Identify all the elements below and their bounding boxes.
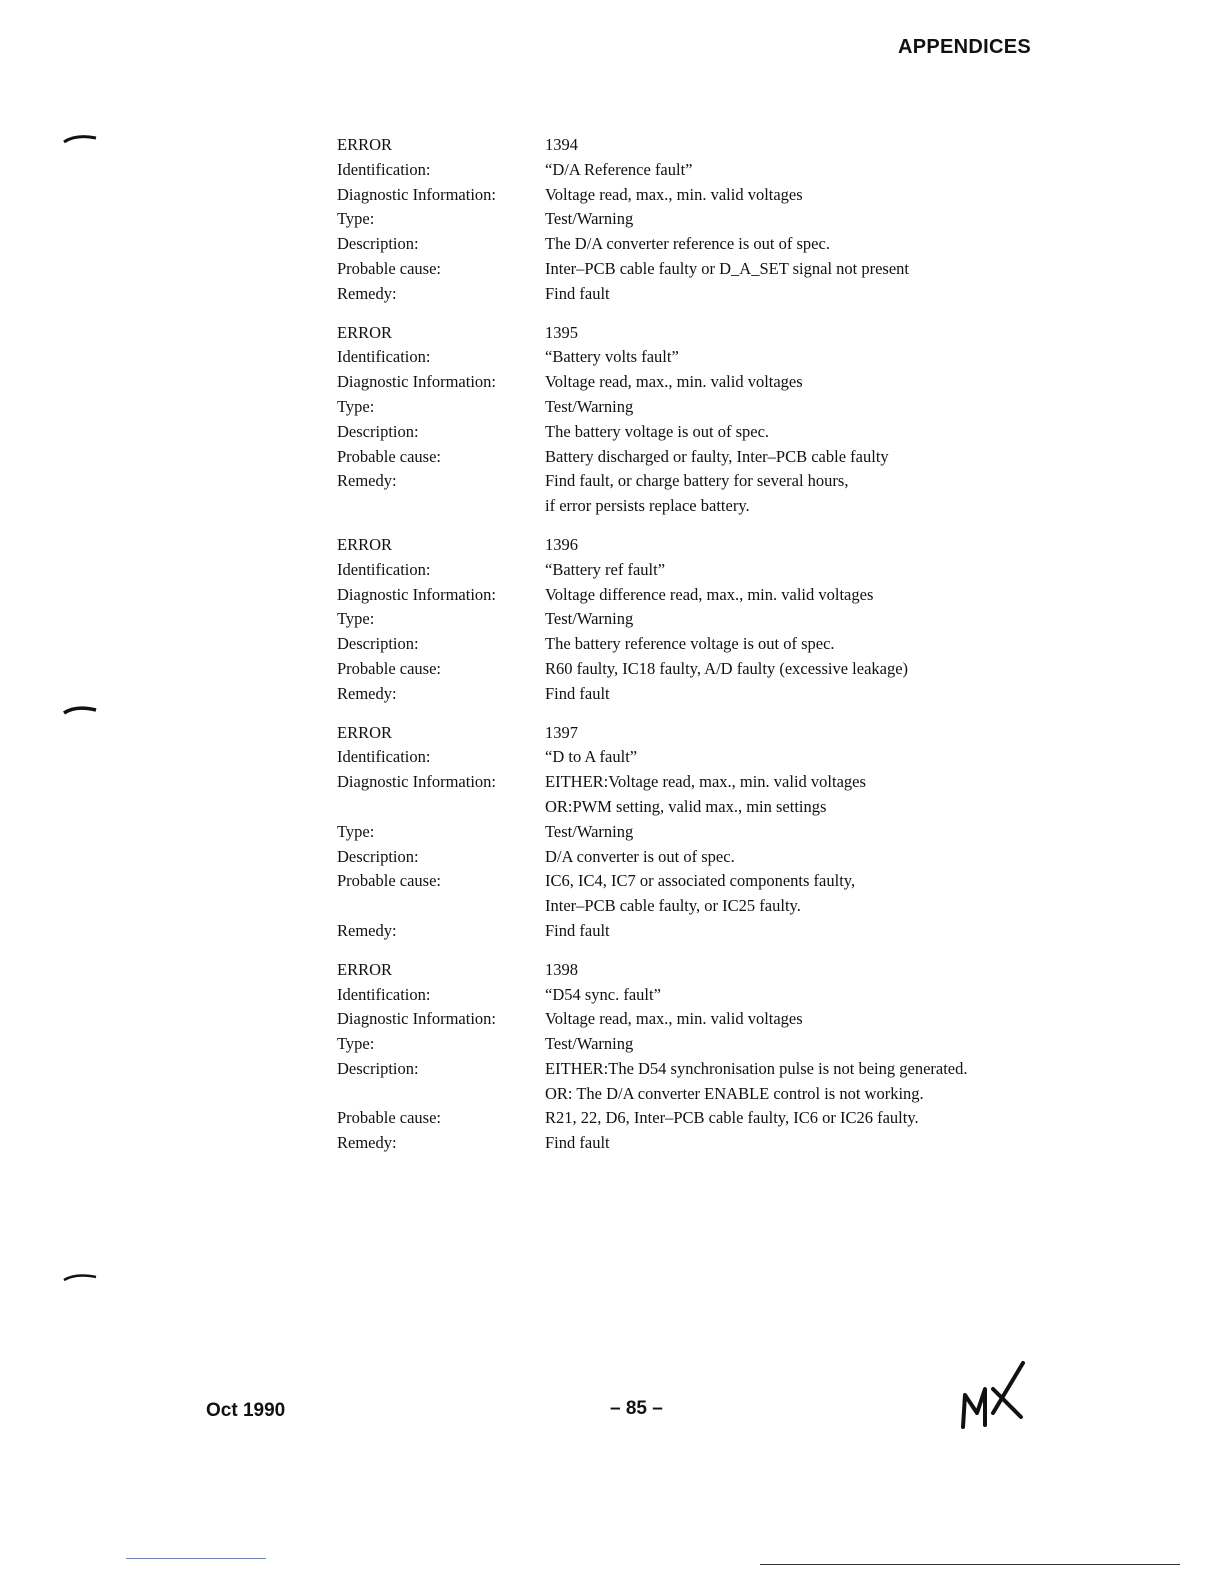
remedy-line: Find fault <box>545 683 610 703</box>
signature-initials-icon <box>955 1355 1045 1440</box>
description-label: Description: <box>337 1058 419 1078</box>
diagnostic-information-label: Diagnostic Information: <box>337 1009 497 1029</box>
error-entry <box>337 721 1057 944</box>
description-row <box>337 232 1057 257</box>
type-value: Test/Warning <box>545 609 634 629</box>
remedy-label: Remedy: <box>337 471 397 491</box>
probable-cause-row <box>337 657 1057 682</box>
identification-label: Identification: <box>337 984 431 1004</box>
diagnostic-information-value <box>545 583 1057 608</box>
diagnostic-information-line: Voltage read, max., min. valid voltages <box>545 1009 803 1029</box>
probable-cause-label: Probable cause: <box>337 258 442 278</box>
probable-cause-value <box>545 1106 1057 1131</box>
type-label: Type: <box>337 396 375 416</box>
description-label: Description: <box>337 846 419 866</box>
identification-value: “Battery ref fault” <box>545 559 666 579</box>
diagnostic-information-label: Diagnostic Information: <box>337 184 497 204</box>
probable-cause-row <box>337 1106 1057 1131</box>
remedy-line: Find fault <box>545 1133 610 1153</box>
description-label: Description: <box>337 634 419 654</box>
page-header: APPENDICES <box>897 36 1031 58</box>
description-value <box>545 845 1057 870</box>
diagnostic-information-value <box>545 370 1057 395</box>
description-line: OR: The D/A converter ENABLE control is not working. <box>545 1083 924 1103</box>
error-code-label: ERROR <box>337 534 393 554</box>
probable-cause-value <box>545 657 1057 682</box>
identification-label: Identification: <box>337 559 431 579</box>
error-code-row <box>337 133 1057 158</box>
remedy-row <box>337 282 1057 307</box>
probable-cause-label: Probable cause: <box>337 658 442 678</box>
description-line: The battery reference voltage is out of spec. <box>545 634 835 654</box>
probable-cause-value <box>545 445 1057 470</box>
remedy-line: Find fault <box>545 283 610 303</box>
remedy-value <box>545 1131 1057 1156</box>
description-value <box>545 232 1057 257</box>
description-row <box>337 1057 1057 1107</box>
type-value: Test/Warning <box>545 1034 634 1054</box>
error-code-value: 1397 <box>545 722 578 742</box>
probable-cause-row <box>337 445 1057 470</box>
description-line: D/A converter is out of spec. <box>545 846 735 866</box>
error-code-row <box>337 321 1057 346</box>
footer-date: Oct 1990 <box>206 1400 286 1421</box>
probable-cause-line: Inter–PCB cable faulty, or IC25 faulty. <box>545 896 801 916</box>
type-label: Type: <box>337 209 375 229</box>
type-label: Type: <box>337 821 375 841</box>
remedy-label: Remedy: <box>337 283 397 303</box>
description-line: The battery voltage is out of spec. <box>545 421 770 441</box>
scan-artifact-line <box>760 1564 1180 1565</box>
probable-cause-line: IC6, IC4, IC7 or associated components faulty, <box>545 871 856 891</box>
description-line: EITHER:The D54 synchronisation pulse is not being generated. <box>545 1058 968 1078</box>
diagnostic-information-label: Diagnostic Information: <box>337 584 497 604</box>
remedy-value <box>545 469 1057 519</box>
diagnostic-information-row <box>337 370 1057 395</box>
probable-cause-row <box>337 869 1057 919</box>
remedy-label: Remedy: <box>337 920 397 940</box>
probable-cause-label: Probable cause: <box>337 446 442 466</box>
probable-cause-label: Probable cause: <box>337 1108 442 1128</box>
binder-mark-icon <box>62 1270 98 1284</box>
type-row <box>337 607 1057 632</box>
remedy-line: Find fault, or charge battery for several hours, <box>545 471 849 491</box>
description-value <box>545 1057 1057 1107</box>
identification-value: “D to A fault” <box>545 747 638 767</box>
type-value: Test/Warning <box>545 396 634 416</box>
description-label: Description: <box>337 421 419 441</box>
description-row <box>337 420 1057 445</box>
error-code-value: 1395 <box>545 322 578 342</box>
probable-cause-line: Battery discharged or faulty, Inter–PCB cable faulty <box>545 446 889 466</box>
identification-label: Identification: <box>337 159 431 179</box>
remedy-line: Find fault <box>545 920 610 940</box>
probable-cause-line: Inter–PCB cable faulty or D_A_SET signal not present <box>545 258 910 278</box>
remedy-row <box>337 469 1057 519</box>
error-code-label: ERROR <box>337 722 393 742</box>
identification-label: Identification: <box>337 347 431 367</box>
diagnostic-information-row <box>337 183 1057 208</box>
binder-mark-icon <box>62 702 98 716</box>
remedy-label: Remedy: <box>337 683 397 703</box>
error-code-row <box>337 958 1057 983</box>
diagnostic-information-value <box>545 1007 1057 1032</box>
type-value: Test/Warning <box>545 821 634 841</box>
type-row <box>337 395 1057 420</box>
identification-row <box>337 158 1057 183</box>
binder-mark-icon <box>62 132 98 146</box>
error-code-value: 1394 <box>545 135 578 154</box>
error-entry <box>337 133 1057 307</box>
identification-row <box>337 745 1057 770</box>
diagnostic-information-value <box>545 770 1057 820</box>
type-label: Type: <box>337 609 375 629</box>
error-code-value: 1396 <box>545 534 578 554</box>
identification-row <box>337 345 1057 370</box>
remedy-value <box>545 682 1057 707</box>
description-line: The D/A converter reference is out of spec. <box>545 234 830 254</box>
diagnostic-information-row <box>337 583 1057 608</box>
description-row <box>337 632 1057 657</box>
type-row <box>337 1032 1057 1057</box>
description-label: Description: <box>337 234 419 254</box>
identification-value: “Battery volts fault” <box>545 347 679 367</box>
probable-cause-line: R60 faulty, IC18 faulty, A/D faulty (excessive leakage) <box>545 658 909 678</box>
diagnostic-information-line: Voltage difference read, max., min. valid voltages <box>545 584 874 604</box>
remedy-value <box>545 282 1057 307</box>
error-entry <box>337 321 1057 519</box>
diagnostic-information-row <box>337 770 1057 820</box>
error-code-value: 1398 <box>545 959 578 979</box>
probable-cause-label: Probable cause: <box>337 871 442 891</box>
remedy-value <box>545 919 1057 944</box>
diagnostic-information-value <box>545 183 1057 208</box>
error-code-row <box>337 533 1057 558</box>
remedy-row <box>337 919 1057 944</box>
description-row <box>337 845 1057 870</box>
diagnostic-information-line: OR:PWM setting, valid max., min settings <box>545 796 827 816</box>
error-code-label: ERROR <box>337 135 393 154</box>
error-entry <box>337 533 1057 707</box>
probable-cause-value <box>545 869 1057 919</box>
description-value <box>545 632 1057 657</box>
remedy-line: if error persists replace battery. <box>545 496 750 516</box>
scan-artifact-line <box>126 1558 266 1559</box>
remedy-row <box>337 682 1057 707</box>
remedy-label: Remedy: <box>337 1133 397 1153</box>
type-row <box>337 207 1057 232</box>
identification-value: “D/A Reference fault” <box>545 159 693 179</box>
diagnostic-information-row <box>337 1007 1057 1032</box>
diagnostic-information-label: Diagnostic Information: <box>337 772 497 792</box>
diagnostic-information-label: Diagnostic Information: <box>337 372 497 392</box>
error-entry <box>337 958 1057 1156</box>
probable-cause-row <box>337 257 1057 282</box>
type-row <box>337 820 1057 845</box>
description-value <box>545 420 1057 445</box>
identification-row <box>337 983 1057 1008</box>
identification-row <box>337 558 1057 583</box>
remedy-row <box>337 1131 1057 1156</box>
probable-cause-line: R21, 22, D6, Inter–PCB cable faulty, IC6 or IC26 faulty. <box>545 1108 919 1128</box>
diagnostic-information-line: EITHER:Voltage read, max., min. valid voltages <box>545 772 866 792</box>
error-list <box>337 133 1057 1170</box>
diagnostic-information-line: Voltage read, max., min. valid voltages <box>545 184 803 204</box>
error-code-label: ERROR <box>337 322 393 342</box>
diagnostic-information-line: Voltage read, max., min. valid voltages <box>545 372 803 392</box>
type-label: Type: <box>337 1034 375 1054</box>
type-value: Test/Warning <box>545 209 634 229</box>
error-code-row <box>337 721 1057 746</box>
page-number: – 85 – <box>610 1398 663 1419</box>
identification-value: “D54 sync. fault” <box>545 984 661 1004</box>
identification-label: Identification: <box>337 747 431 767</box>
probable-cause-value <box>545 257 1057 282</box>
error-code-label: ERROR <box>337 959 393 979</box>
